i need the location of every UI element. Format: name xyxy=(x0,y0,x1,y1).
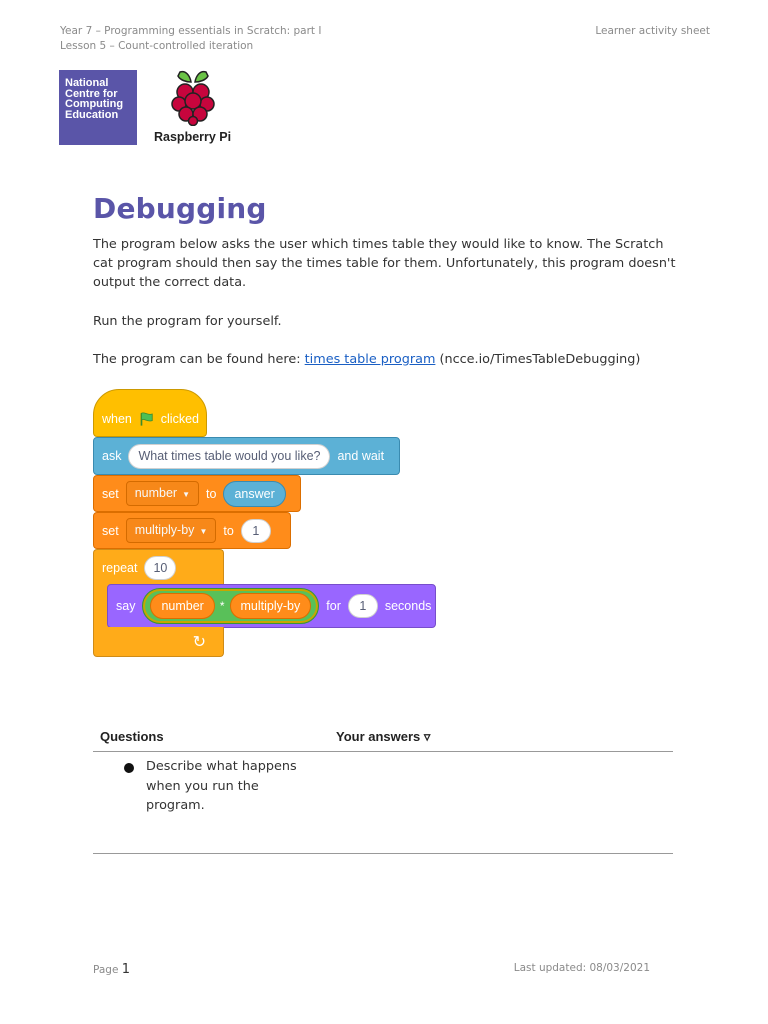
program-link-paragraph xyxy=(93,350,683,369)
triangle-down-icon: ▿ xyxy=(423,729,431,744)
repeat-label: repeat xyxy=(102,560,138,575)
link-prefix: The program can be found here: xyxy=(93,352,305,367)
ask-question-input[interactable]: What times table would you like? xyxy=(128,444,330,469)
repeat-block-arm xyxy=(93,584,108,628)
ncce-logo-line: Computing xyxy=(65,98,124,110)
answers-header-label: Your answers xyxy=(336,729,421,744)
variable-dropdown[interactable] xyxy=(126,518,217,543)
page-label: Page xyxy=(93,964,119,976)
seconds-label: seconds xyxy=(384,599,432,613)
raspberry-icon xyxy=(168,68,218,126)
to-label: to xyxy=(206,486,217,501)
value-input[interactable]: 1 xyxy=(241,519,271,543)
hat-clicked-label: clicked xyxy=(160,412,199,426)
chevron-down-icon: ▼ xyxy=(199,527,208,536)
instruction-paragraph: Run the program for yourself. xyxy=(93,314,282,329)
hat-when-label: when xyxy=(102,412,132,426)
intro-paragraph: The program below asks the user which times table they would like to know. The Scratch cat program should then say the times table for them. Unfortunately, this program doesn't output the correct data. xyxy=(93,237,676,290)
page-number xyxy=(93,962,130,977)
table-divider xyxy=(93,751,673,752)
when-flag-clicked-block[interactable] xyxy=(93,389,207,437)
loop-arrow-icon: ↻ xyxy=(192,633,206,651)
repeat-count-input[interactable]: 10 xyxy=(144,556,176,580)
seconds-input[interactable]: 1 xyxy=(348,594,378,618)
variable-name: multiply-by xyxy=(134,523,195,537)
multiply-operator-block[interactable] xyxy=(142,588,319,624)
raspberry-pi-logo xyxy=(150,68,240,148)
multiply-by-reporter[interactable]: multiply-by xyxy=(230,593,312,619)
last-updated: Last updated: 08/03/2021 xyxy=(513,962,650,974)
header-course-info xyxy=(60,24,321,54)
answers-column-header xyxy=(336,729,430,745)
sheet-type: Learner activity sheet xyxy=(595,25,710,37)
bullet-icon xyxy=(124,763,134,773)
set-multiply-by-block[interactable] xyxy=(93,512,291,549)
ncce-logo-line: Education xyxy=(65,108,119,121)
raspberry-pi-wordmark: Raspberry Pi xyxy=(154,130,232,144)
say-for-seconds-block[interactable] xyxy=(107,584,436,628)
questions-column-header: Questions xyxy=(100,729,164,744)
lesson-title: Lesson 5 – Count-controlled iteration xyxy=(60,40,254,52)
variable-dropdown[interactable] xyxy=(126,481,199,506)
question-text: Describe what happens when you run the program. xyxy=(146,759,297,813)
for-label: for xyxy=(326,599,341,613)
ncce-logo-line: National xyxy=(65,77,109,89)
to-label: to xyxy=(223,523,234,538)
course-title: Year 7 – Programming essentials in Scratch: part I xyxy=(60,25,322,37)
chevron-down-icon: ▼ xyxy=(182,490,190,499)
variable-name: number xyxy=(134,486,178,500)
green-flag-icon xyxy=(139,410,154,428)
number-reporter[interactable]: number xyxy=(150,593,214,619)
ncce-logo-line: Centre for xyxy=(65,87,118,100)
times-table-program-link[interactable]: times table program xyxy=(304,352,436,367)
set-label: set xyxy=(102,523,119,538)
multiply-symbol: * xyxy=(219,599,225,613)
link-suffix: (ncce.io/TimesTableDebugging) xyxy=(435,352,641,367)
set-number-block[interactable] xyxy=(93,475,301,512)
ask-label: ask xyxy=(102,449,122,463)
table-divider xyxy=(93,853,673,854)
say-label: say xyxy=(116,599,136,613)
page-number-value: 1 xyxy=(121,962,131,977)
and-wait-label: and wait xyxy=(337,449,385,463)
repeat-block[interactable] xyxy=(93,549,224,585)
set-label: set xyxy=(102,486,119,501)
answer-reporter[interactable]: answer xyxy=(223,481,285,507)
repeat-block-bottom xyxy=(93,627,224,657)
ncce-logo xyxy=(59,70,137,145)
page-title: Debugging xyxy=(93,192,267,225)
ask-and-wait-block[interactable] xyxy=(93,437,400,475)
